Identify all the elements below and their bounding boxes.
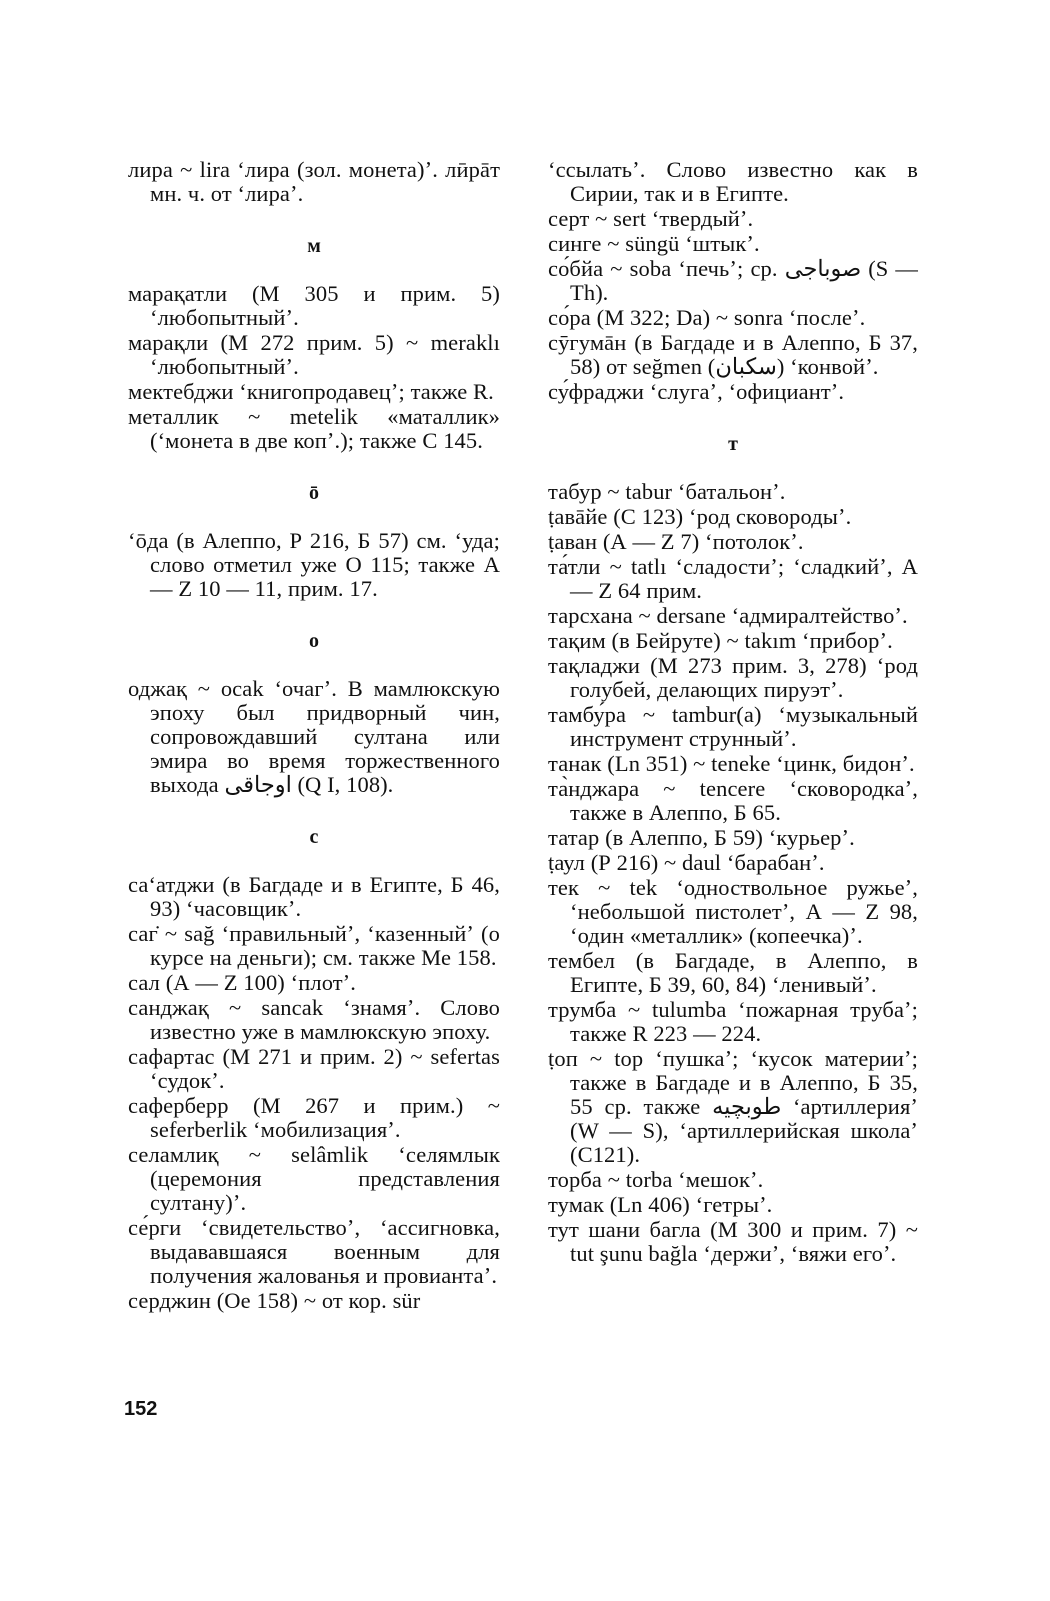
dictionary-entry: тут шани багла (М 300 и прим. 7) ~ tut şunu bağla ʻдержиʼ, ʻвяжи егоʼ.: [548, 1217, 918, 1266]
dictionary-entry: су́фраджи ʻслугаʼ, ʻофициантʼ.: [548, 379, 845, 404]
dictionary-entry: селамлиқ ~ selâmlik ʻселямлык (церемония представления султану)ʼ.: [128, 1142, 500, 1215]
dictionary-entry: ʻссылатьʼ. Слово известно как в Сирии, так и в Египте.: [548, 157, 918, 206]
dictionary-entry: со́бйа ~ soba ʻпечьʼ; ср. صوباجى (S — Th).: [548, 256, 918, 305]
dictionary-entry: лира ~ lira ʻлира (зол. монета)ʼ. лӣрāт мн. ч. от ʻлираʼ.: [128, 157, 500, 206]
dictionary-entry: марақатли (М 305 и прим. 5) ʻлюбопытныйʼ.: [128, 281, 500, 330]
dictionary-entry: саферберр (М 267 и прим.) ~ seferberlik ʻмобилизацияʼ.: [128, 1093, 500, 1142]
section-letter-heading: о: [309, 630, 319, 652]
dictionary-entry: тамбу́ра ~ tambur(a) ʻмузыкальный инструмент струнныйʼ.: [548, 702, 918, 751]
dictionary-entry: торба ~ torba ʻмешокʼ.: [548, 1167, 764, 1192]
section-letter-heading: с: [309, 826, 319, 848]
dictionary-section: [128, 158, 500, 206]
dictionary-entry: тарсхана ~ dersane ʻадмиралтействоʼ.: [548, 603, 908, 628]
dictionary-entry: та́тли ~ tatlı ʻсладостиʼ; ʻсладкийʼ, А — Z 64 прим.: [548, 554, 918, 603]
dictionary-section: [128, 483, 500, 601]
dictionary-entry: тембел (в Багдаде, в Алеппо, в Египте, Б 39, 60, 84) ʻленивыйʼ.: [548, 948, 918, 997]
dictionary-entry: ṭаул (Р 216) ~ daul ʻбарабанʼ.: [548, 850, 825, 875]
dictionary-entry: тумак (Ln 406) ʻгетрыʼ.: [548, 1192, 773, 1217]
page-number: 152: [124, 1398, 158, 1420]
dictionary-entry: тақладжи (М 273 прим. 3, 278) ʻрод голубей, делающих пируэтʼ.: [548, 653, 918, 702]
section-letter-heading: т: [728, 433, 738, 455]
section-letter-heading: ō: [309, 482, 319, 504]
dictionary-section: [128, 827, 500, 1313]
dictionary-entry: металлик ~ metelik «маталлик» (ʻмонета в две копʼ.); также С 145.: [128, 404, 500, 453]
dictionary-entry: се́рги ʻсвидетельствоʼ, ʻассигновка, выдававшаяся военным для получения жалованья и провиантаʼ.: [128, 1215, 500, 1288]
dictionary-entry: мектебджи ʻкнигопродавецʼ; также R.: [128, 379, 494, 404]
dictionary-section: [128, 631, 500, 797]
right-column: [548, 158, 918, 1267]
dictionary-entry: тақим (в Бейруте) ~ takım ʻприборʼ.: [548, 628, 893, 653]
dictionary-entry: ṭавāйе (С 123) ʻрод сковородыʼ.: [548, 504, 852, 529]
dictionary-entry: трумба ~ tulumba ʻпожарная трубаʼ; также R 223 — 224.: [548, 997, 918, 1046]
dictionary-entry: серджин (Ое 158) ~ от кор. sür: [128, 1288, 421, 1313]
dictionary-entry: танак (Ln 351) ~ teneke ʻцинк, бидонʼ.: [548, 751, 915, 776]
dictionary-entry: та̀нджара ~ tencere ʻсковородкаʼ, также в Алеппо, Б 65.: [548, 776, 918, 825]
dictionary-entry: со́ра (М 322; Da) ~ sonra ʻпослеʼ.: [548, 305, 866, 330]
dictionary-section: [548, 158, 918, 404]
dictionary-entry: сафартас (М 271 и прим. 2) ~ sefertas ʻсудокʼ.: [128, 1044, 500, 1093]
dictionary-entry: ʻōда (в Алеппо, Р 216, Б 57) см. ʻуда; слово отметил уже О 115; также А — Z 10 — 11, прим. 17.: [128, 528, 500, 601]
left-column: [128, 158, 500, 1314]
dictionary-entry: синге ~ süngü ʻштыкʼ.: [548, 231, 760, 256]
dictionary-entry: табур ~ tabur ʻбатальонʼ.: [548, 479, 786, 504]
dictionary-entry: оджақ ~ ocak ʻочагʼ. В мамлюкскую эпоху был придворный чин, сопровождавший султана или эмира во время торжественного выхода اوجاقى (Q I, 108).: [128, 676, 500, 797]
dictionary-entry: серт ~ sert ʻтвердыйʼ.: [548, 206, 754, 231]
dictionary-entry: тек ~ tek ʻодноствольное ружьеʼ, ʻнебольшой пистолетʼ, А — Z 98, ʻодин «металлик» (копеечка)ʼ.: [548, 875, 918, 948]
section-letter-heading: м: [307, 235, 321, 257]
dictionary-section: [128, 236, 500, 453]
dictionary-entry: сал (А — Z 100) ʻплотʼ.: [128, 970, 356, 995]
dictionary-entry: татар (в Алеппо, Б 59) ʻкурьерʼ.: [548, 825, 855, 850]
dictionary-entry: саг̇ ~ sağ ʻправильныйʼ, ʻказенныйʼ (о курсе на деньги); см. также Ме 158.: [128, 921, 500, 970]
dictionary-entry: ṭаван (А — Z 7) ʻпотолокʼ.: [548, 529, 804, 554]
dictionary-entry: сӯгумāн (в Багдаде и в Алеппо, Б 37, 58) от seğmen (سكبان) ʻконвойʼ.: [548, 330, 918, 379]
dictionary-section: [548, 434, 918, 1266]
dictionary-entry: марақли (М 272 прим. 5) ~ meraklı ʻлюбопытныйʼ.: [128, 330, 500, 379]
dictionary-entry: саʻатджи (в Багдаде и в Египте, Б 46, 93) ʻчасовщикʼ.: [128, 872, 500, 921]
dictionary-entry: ṭоп ~ top ʻпушкаʼ; ʻкусок материиʼ; также в Багдаде и в Алеппо, Б 35, 55 ср. также طوبچيه ʻартиллерияʼ (W — S), ʻартиллерийская школаʼ (С121).: [548, 1046, 918, 1167]
dictionary-entry: санджақ ~ sancak ʻзнамяʼ. Слово известно уже в мамлюкскую эпоху.: [128, 995, 500, 1044]
